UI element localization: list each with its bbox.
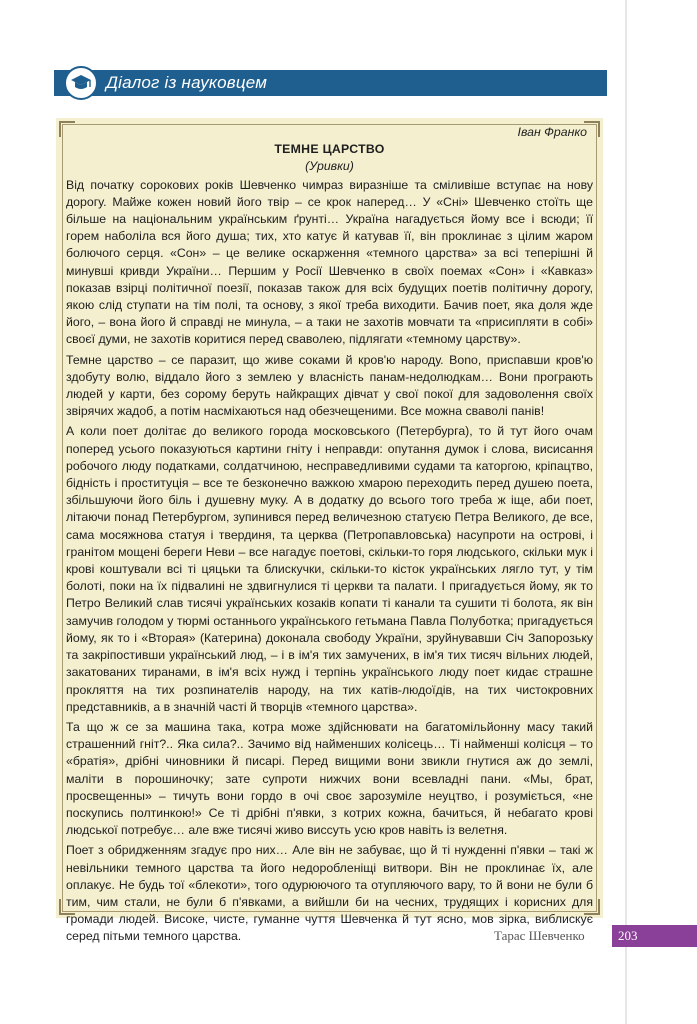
paragraph-3: А коли поет долітає до великого города московського (Петербурга), то й тут його очам поперед усього показуються картини гніту і неправди: опутання думок і слова, висисання робочого люду податками, солдатчиною, несправедливими судами та каторгою, кріпацтво, бідність і проституція – все те безконечно важкою хмарою переходить перед душею поета, збільшуючи його біль і душевну муку. А в додатку до всього того треба ж іще, аби поет, літаючи понад Петербургом, зупинився перед величезною статуєю Петра Великого, де все, сама мосяжнова статуя і твердиня, та церква (Петропавловська) насупроти на острові, і гранітом мощені береги Неви – все нагадує поетові, скільки-то горя людського, скільки мук і крові коштували всі ті цяцьки та блискучки, скільки-то кісток українських лягло тут, у тім болоті, поки на їх підвалині не здвигнулися ті церкви та палати. І пригадується йому, як то Петро Великий слав тисячі українських козаків копати ті канали та сушити ті болота, як він замучив голодом у тюрмі останнього українського гетьмана Павла Полуботка; пригадується йому, як то і «Вторая» (Катерина) доконала свободу України, зруйнувавши Січ Запорозьку та закріпостивши український люд, – і в ім'я тих замучених, в ім'я тих тисяч вільних людей, закатованих тиранами, в ім'я всіх нужд і терпінь українського люду поет кидає страшне прокляття на тих розпинателів народу, на тих катів-людоїдів, на тих чистокровних представників, а в значній часті й творців «темного царства». [66, 424, 593, 714]
page-number: 203 [612, 925, 697, 947]
section-header [54, 70, 607, 96]
running-footer-title: Тарас Шевченко [494, 928, 585, 943]
paragraph-2: Темне царство – се паразит, що живе соками й кров'ю народу. Вono, приспавши кров'ю здобуту волю, віддало його з землею у власність панам-недолюдкам… Вони програють людей у карти, без сорому беруть найкращих дівчат у свої покої для задоволення своїх звірячих жадоб, а потім насміхаються над обезчещеними. Все можна сваволі панів! [66, 352, 593, 419]
section-title: Діалог із науковцем [106, 73, 268, 92]
paragraph-5: Поет з обридженням згадує про них… Але він не забуває, що й ті нужденні п'явки – такі ж невільники темного царства та його недоробленіщі витвори. Він не проклинає їх, але оплакує. Не будь тої «блекоти», того одурюючого та отупляючого вару, то й вони не були б тим, чим стали, не були б п'явками, а вийшли би на чесних, трудящих і корисних для громади людей. Високе, чисте, гуманне чуття Шевченка й тут ясно, мов зірка, виблискує серед пітьми темного царства. [66, 843, 593, 944]
paragraph-4: Та що ж се за машина така, котра може здійснювати на багатомільйонну масу такий страшенний гніт?.. Яка сила?.. Зачимо від найменших колісець… Ті найменші колісця – то «братія», дрібні чиновники й писарі. Перед вищими вони звикли гнутися аж до землі, маліти в порошиночку; зате супроти нижчих вони всевладні пани. «Мы, брат, просвещенны» – тичуть вони гордо в очі своє зарозуміле неуцтво, і розуміється, «не поскупись полтинкою!» Се ті дрібні п'явки, з котрих кожна, бачиться, й небагато крові людської потребує… але вже тисячі живо виссуть усю кров навіть із велетня. [66, 719, 593, 838]
graduation-cap-icon [64, 66, 98, 100]
paragraph-1: Від початку сорокових років Шевченко чимраз виразніше та сміливіше вступає на нову дорогу. Майже кожен новий його твір – се крок наперед… У «Сні» Шевченко стоїть ще більше на національним українським ґрунті… Україна нагадується йому все і всюди; її горем наболіла вся його душа; тих, хто катує й катував її, він проклинає з цілим жаром болючого серця. «Сон» – це велике оскарження «темного царства» за всі теперішні й минувші кривди України… Першим у Росії Шевченко в своїх поемах «Сон» і «Кавказ» показав взірці політичної поезії, показав також для всіх будущих поетів політичну дорогу, якою слід ступати на тім полі, та основу, з якої треба виходити. Бачив поет, яка доля жде його, – вона його й справді не минула, – а таки не захотів мовчати та «присипляти в собі» своєї думи, не захотів коритися перед сваволею, підлягати «темному царству». [66, 177, 593, 347]
article-body [66, 124, 593, 949]
article-title: ТЕМНЕ ЦАРСТВО [274, 142, 385, 157]
article-author: Іван Франко [517, 125, 587, 139]
page-margin-rule [625, 0, 627, 1024]
article-subtitle: (Уривки) [305, 159, 354, 174]
